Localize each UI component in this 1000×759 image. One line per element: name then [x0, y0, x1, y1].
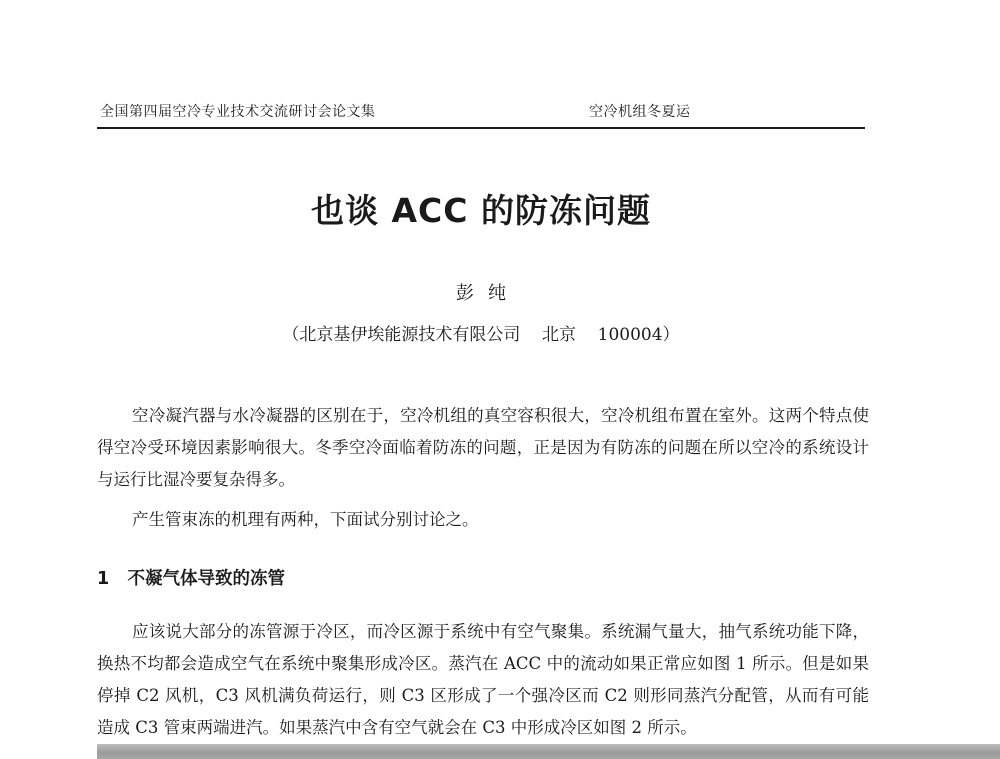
- author-name: 彭纯: [456, 283, 520, 304]
- scan-edge-artifact: [97, 744, 1000, 759]
- running-header: [97, 101, 865, 125]
- intro-paragraph: 空冷凝汽器与水冷凝器的区别在于，空冷机组的真空容积很大，空冷机组布置在室外。这两个特点使得空冷受环境因素影响很大。冬季空冷面临着防冻的问题，正是因为有防冻的问题在所以空冷的系统设计与运行比湿冷要复杂得多。: [97, 406, 869, 489]
- author-affiliation: （北京基伊埃能源技术有限公司 北京 100004）: [282, 325, 680, 345]
- section-running-title: 空冷机组冬夏运: [589, 104, 691, 120]
- proceedings-title: 全国第四届空冷专业技术交流研讨会论文集: [100, 104, 376, 120]
- header-rule: [97, 127, 865, 129]
- section-number: 1: [97, 569, 110, 589]
- section-heading: [97, 565, 285, 590]
- intro-paragraph-2: 产生管束冻的机理有两种，下面试分别讨论之。: [132, 510, 479, 529]
- section-title: 不凝气体导致的冻管: [127, 569, 285, 589]
- section-paragraph: 应该说大部分的冻管源于冷区，而冷区源于系统中有空气聚集。系统漏气量大，抽气系统功能下降，换热不均都会造成空气在系统中聚集形成冷区。蒸汽在 ACC 中的流动如果正常应如图 1 所示。但是如果停掉 C2 风机，C3 风机满负荷运行，则 C3 区形成了一个强冷区而 C2 则形同蒸汽分配管，从而有可能造成 C3 管束两端进汽。如果蒸汽中含有空气就会在 C3 中形成冷区如图 2 所示。: [97, 622, 869, 737]
- paper-title: 也谈 ACC 的防冻问题: [311, 191, 651, 230]
